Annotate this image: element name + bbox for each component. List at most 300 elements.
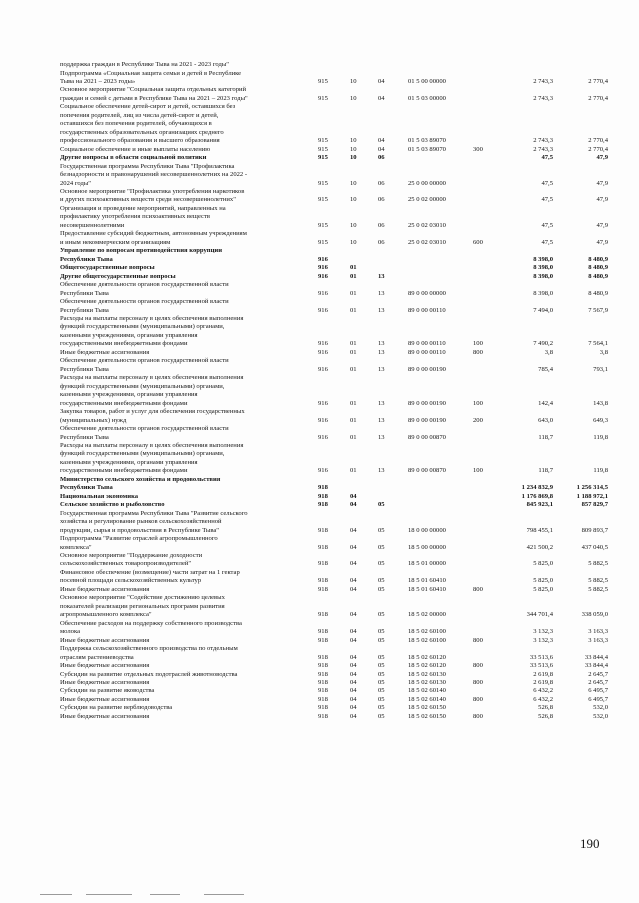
row-name: Организация и проведение мероприятий, направленных на — [60, 204, 226, 212]
cell-grbs: 918 — [318, 501, 328, 509]
row-name: Республики Тыва — [60, 255, 113, 263]
cell-section: 01 — [350, 416, 357, 424]
cell-amount-year2: 8 480,9 — [588, 264, 608, 272]
cell-target-article: 01 5 00 00000 — [408, 77, 446, 85]
row-name: Субсидии на развитие яководства — [60, 687, 155, 695]
row-name: Подпрограмма «Социальная защита семьи и детей в Республике — [60, 69, 242, 77]
row-name: государственными внебюджетными фондами — [60, 467, 188, 475]
cell-section: 01 — [350, 306, 357, 314]
cell-grbs: 915 — [318, 154, 328, 162]
cell-expense-type: 800 — [473, 585, 483, 593]
cell-subsection: 13 — [378, 416, 385, 424]
cell-target-article: 25 0 02 03010 — [408, 238, 446, 246]
row-name: Национальная экономика — [60, 492, 139, 500]
row-name: Расходы на выплаты персоналу в целях обеспечения выполнения — [60, 441, 244, 449]
cell-section: 01 — [350, 289, 357, 297]
cell-amount-year2: 143,8 — [593, 399, 608, 407]
cell-subsection: 06 — [378, 238, 385, 246]
cell-subsection: 05 — [378, 543, 385, 551]
cell-amount-year2: 857 829,7 — [581, 501, 608, 509]
cell-target-article: 25 0 02 03010 — [408, 221, 446, 229]
row-name: Поддержка сельскохозяйственного производства по отдельным — [60, 645, 238, 653]
cell-subsection: 13 — [378, 306, 385, 314]
cell-grbs: 918 — [318, 484, 328, 492]
cell-amount-year2: 2 770,4 — [588, 77, 608, 85]
row-name: посевной площади сельскохозяйственных культур — [60, 577, 202, 585]
cell-grbs: 918 — [318, 653, 328, 661]
row-name: Основное мероприятие "Профилактика употребления наркотиков — [60, 188, 245, 195]
cell-amount-year2: 7 564,1 — [588, 340, 608, 348]
cell-grbs: 916 — [318, 365, 328, 373]
cell-subsection: 05 — [378, 526, 385, 534]
cell-target-article: 89 0 00 00110 — [408, 306, 446, 314]
row-name: Общегосударственные вопросы — [60, 264, 155, 272]
cell-expense-type: 800 — [473, 678, 483, 686]
cell-subsection: 13 — [378, 399, 385, 407]
cell-amount-year1: 5 825,0 — [533, 577, 553, 585]
row-name: и иным некоммерческим организациям — [60, 238, 171, 246]
cell-amount-year1: 3,8 — [544, 348, 553, 356]
row-name: государственных образовательных организациях среднего — [60, 128, 224, 136]
cell-target-article: 18 5 02 60130 — [408, 670, 446, 678]
cell-section: 01 — [350, 340, 357, 348]
cell-grbs: 916 — [318, 467, 328, 475]
cell-amount-year2: 47,9 — [596, 221, 608, 229]
cell-grbs: 918 — [318, 492, 328, 500]
cell-section: 04 — [350, 712, 357, 720]
cell-grbs: 918 — [318, 678, 328, 686]
cell-section: 04 — [350, 670, 357, 678]
cell-expense-type: 100 — [473, 467, 483, 475]
cell-amount-year1: 33 513,6 — [529, 662, 553, 669]
cell-amount-year2: 793,1 — [593, 365, 608, 373]
cell-grbs: 916 — [318, 289, 328, 297]
row-name: функций государственными (муниципальными) органами, — [60, 382, 225, 390]
cell-expense-type: 100 — [473, 340, 483, 348]
cell-grbs: 916 — [318, 340, 328, 348]
cell-target-article: 89 0 00 00110 — [408, 348, 446, 356]
cell-target-article: 18 5 02 60150 — [408, 712, 446, 720]
cell-amount-year1: 344 701,4 — [526, 611, 553, 619]
row-name: граждан и семей с детьми в Республике Тыва на 2021 – 2023 годы" — [60, 94, 248, 102]
cell-target-article: 89 0 00 00190 — [408, 399, 446, 407]
cell-section: 04 — [350, 611, 357, 619]
row-name: Закупка товаров, работ и услуг для обеспечения государственных — [60, 408, 245, 416]
cell-expense-type: 200 — [473, 416, 483, 424]
cell-expense-type: 800 — [473, 662, 483, 669]
cell-section: 01 — [350, 399, 357, 407]
row-name: Республики Тыва — [60, 484, 113, 492]
cell-grbs: 916 — [318, 264, 328, 272]
row-name: Иные бюджетные ассигнования — [60, 662, 150, 669]
cell-amount-year1: 6 432,2 — [533, 687, 553, 695]
cell-section: 01 — [350, 348, 357, 356]
cell-subsection: 05 — [378, 577, 385, 585]
cell-section: 04 — [350, 628, 357, 636]
cell-amount-year1: 5 825,0 — [533, 560, 553, 568]
row-name: Республики Тыва — [60, 289, 109, 297]
cell-subsection: 13 — [378, 289, 385, 297]
cell-amount-year2: 532,0 — [593, 712, 608, 720]
cell-subsection: 13 — [378, 272, 385, 280]
row-name: Другие общегосударственные вопросы — [60, 272, 176, 280]
cell-grbs: 918 — [318, 670, 328, 678]
row-name: Республики Тыва — [60, 306, 109, 314]
row-name: Государственная программа Республики Тыва "Развитие сельского — [60, 509, 248, 517]
row-name: сельскохозяйственных товаропроизводителей" — [60, 560, 192, 568]
row-name: Социальное обеспечение детей-сирот и детей, оставшихся без — [60, 103, 236, 111]
cell-grbs: 918 — [318, 636, 328, 644]
cell-amount-year1: 47,5 — [541, 179, 553, 187]
cell-target-article: 89 0 00 00190 — [408, 416, 446, 424]
cell-grbs: 918 — [318, 662, 328, 669]
row-name: Социальное обеспечение и иные выплаты населению — [60, 145, 211, 153]
cell-subsection: 04 — [378, 94, 385, 102]
cell-amount-year1: 47,5 — [541, 238, 553, 246]
row-name: Обеспечение деятельности органов государственной власти — [60, 425, 229, 432]
cell-amount-year1: 8 398,0 — [533, 255, 553, 263]
cell-grbs: 916 — [318, 399, 328, 407]
cell-grbs: 918 — [318, 704, 328, 712]
cell-target-article: 01 5 03 89070 — [408, 137, 446, 145]
cell-section: 04 — [350, 695, 357, 703]
cell-subsection: 06 — [378, 196, 385, 204]
cell-amount-year1: 2 619,8 — [533, 678, 553, 686]
row-name: оставшихся без попечения родителей, обучающихся в — [60, 120, 212, 128]
cell-amount-year2: 809 893,7 — [581, 526, 608, 534]
row-name: Другие вопросы в области социальной политики — [60, 154, 207, 162]
cell-amount-year2: 2 770,4 — [588, 137, 608, 145]
cell-amount-year1: 1 176 869,8 — [521, 492, 553, 500]
cell-target-article: 89 0 00 00190 — [408, 365, 446, 373]
footer-rule — [150, 894, 180, 895]
cell-amount-year1: 33 513,6 — [529, 653, 553, 661]
cell-section: 04 — [350, 577, 357, 585]
cell-target-article: 18 5 02 60120 — [408, 653, 446, 661]
cell-expense-type: 100 — [473, 399, 483, 407]
cell-amount-year1: 526,8 — [538, 704, 553, 712]
cell-amount-year2: 33 844,4 — [584, 653, 608, 661]
cell-amount-year1: 47,5 — [541, 221, 553, 229]
cell-grbs: 915 — [318, 196, 328, 204]
cell-grbs: 915 — [318, 137, 328, 145]
cell-amount-year2: 1 188 972,1 — [576, 492, 608, 500]
row-name: Основное мероприятие "Социальная защита отдельных категорий — [60, 86, 247, 94]
cell-target-article: 89 0 00 00110 — [408, 340, 446, 348]
cell-amount-year2: 2 645,7 — [588, 678, 608, 686]
cell-amount-year1: 7 490,2 — [533, 340, 553, 348]
row-name: Расходы на выплаты персоналу в целях обеспечения выполнения — [60, 374, 244, 382]
cell-grbs: 918 — [318, 628, 328, 636]
cell-amount-year2: 3 163,3 — [588, 628, 608, 636]
cell-amount-year2: 532,0 — [593, 704, 608, 712]
cell-section: 04 — [350, 560, 357, 568]
cell-amount-year1: 47,5 — [541, 154, 553, 162]
cell-amount-year2: 437 040,5 — [581, 543, 608, 551]
cell-section: 04 — [350, 526, 357, 534]
cell-subsection: 05 — [378, 628, 385, 636]
row-name: Расходы на выплаты персоналу в целях обеспечения выполнения — [60, 314, 244, 322]
cell-subsection: 05 — [378, 501, 385, 509]
row-name: продукции, сырья и продовольствия в Республике Тыва" — [60, 526, 219, 534]
row-name: Сельское хозяйство и рыболовство — [60, 501, 165, 509]
cell-grbs: 915 — [318, 221, 328, 229]
cell-target-article: 89 0 00 00870 — [408, 433, 446, 441]
cell-subsection: 05 — [378, 662, 385, 669]
cell-amount-year2: 119,8 — [593, 467, 608, 475]
cell-grbs: 918 — [318, 687, 328, 695]
cell-subsection: 05 — [378, 712, 385, 720]
row-name: Иные бюджетные ассигнования — [60, 695, 150, 703]
cell-amount-year2: 5 882,5 — [588, 585, 608, 593]
row-name: агропромышленного комплекса" — [60, 611, 152, 619]
cell-amount-year2: 8 480,9 — [588, 289, 608, 297]
cell-target-article: 18 5 02 60130 — [408, 678, 446, 686]
cell-section: 04 — [350, 501, 357, 509]
cell-amount-year1: 47,5 — [541, 196, 553, 204]
row-name: хозяйства и регулирование рынков сельскохозяйственной — [60, 518, 222, 526]
cell-amount-year2: 6 495,7 — [588, 687, 608, 695]
cell-target-article: 18 5 01 60410 — [408, 577, 446, 585]
cell-target-article: 89 0 00 00000 — [408, 289, 446, 297]
cell-amount-year1: 845 923,1 — [526, 501, 553, 509]
cell-subsection: 05 — [378, 585, 385, 593]
cell-amount-year1: 2 743,3 — [533, 145, 553, 153]
footer-rule — [204, 894, 244, 895]
cell-grbs: 915 — [318, 94, 328, 102]
cell-expense-type: 800 — [473, 348, 483, 356]
cell-target-article: 01 5 03 00000 — [408, 94, 446, 102]
cell-amount-year1: 5 825,0 — [533, 585, 553, 593]
cell-grbs: 918 — [318, 543, 328, 551]
cell-subsection: 13 — [378, 467, 385, 475]
cell-subsection: 05 — [378, 704, 385, 712]
row-name: (муниципальных) нужд — [60, 416, 127, 424]
row-name: государственными внебюджетными фондами — [60, 399, 188, 407]
cell-subsection: 13 — [378, 433, 385, 441]
cell-section: 10 — [350, 77, 357, 85]
cell-amount-year1: 7 494,0 — [533, 306, 553, 314]
cell-amount-year2: 5 882,5 — [588, 577, 608, 585]
cell-amount-year1: 8 398,0 — [533, 264, 553, 272]
row-name: комплекса" — [60, 543, 92, 551]
cell-amount-year1: 118,7 — [538, 433, 553, 441]
cell-target-article: 25 0 02 00000 — [408, 196, 446, 204]
cell-amount-year1: 2 619,8 — [533, 670, 553, 678]
row-name: показателей реализации региональных программ развития — [60, 602, 225, 610]
row-name: Обеспечение деятельности органов государственной власти — [60, 298, 229, 305]
cell-subsection: 04 — [378, 77, 385, 85]
cell-section: 04 — [350, 636, 357, 644]
cell-grbs: 916 — [318, 272, 328, 280]
cell-grbs: 918 — [318, 526, 328, 534]
cell-amount-year1: 785,4 — [538, 365, 553, 373]
cell-grbs: 915 — [318, 238, 328, 246]
cell-subsection: 05 — [378, 560, 385, 568]
cell-grbs: 918 — [318, 577, 328, 585]
cell-subsection: 06 — [378, 221, 385, 229]
cell-amount-year2: 5 882,5 — [588, 560, 608, 568]
row-name: Иные бюджетные ассигнования — [60, 585, 150, 593]
cell-amount-year1: 643,0 — [538, 416, 553, 424]
row-name: Обеспечение расходов на поддержку собственного производства — [60, 619, 242, 627]
cell-amount-year1: 3 132,3 — [533, 636, 553, 644]
cell-section: 10 — [350, 196, 357, 204]
cell-subsection: 13 — [378, 365, 385, 373]
cell-section: 10 — [350, 154, 357, 162]
cell-grbs: 916 — [318, 255, 328, 263]
row-name: отраслям растениеводства — [60, 653, 134, 661]
cell-amount-year1: 142,4 — [538, 399, 553, 407]
row-name: поддержка граждан в Республике Тыва на 2021 - 2023 годы" — [60, 61, 229, 68]
cell-amount-year2: 47,9 — [596, 196, 608, 204]
cell-section: 10 — [350, 137, 357, 145]
row-name: профессионального образования и высшего образования — [60, 137, 220, 145]
row-name: Обеспечение деятельности органов государственной власти — [60, 281, 229, 289]
row-name: Государственная программа Республики Тыва "Профилактика — [60, 162, 235, 170]
cell-amount-year2: 6 495,7 — [588, 695, 608, 703]
cell-amount-year1: 6 432,2 — [533, 695, 553, 703]
cell-target-article: 89 0 00 00870 — [408, 467, 446, 475]
cell-grbs: 916 — [318, 433, 328, 441]
footer-rule — [86, 894, 132, 895]
cell-section: 04 — [350, 653, 357, 661]
cell-section: 04 — [350, 662, 357, 669]
cell-grbs: 918 — [318, 560, 328, 568]
row-name: 2024 годы" — [60, 179, 91, 187]
cell-grbs: 918 — [318, 611, 328, 619]
row-name: Иные бюджетные ассигнования — [60, 636, 150, 644]
cell-section: 10 — [350, 179, 357, 187]
cell-subsection: 04 — [378, 137, 385, 145]
row-name: казенными учреждениями, органами управления — [60, 458, 198, 466]
cell-amount-year2: 338 059,0 — [581, 611, 608, 619]
cell-subsection: 05 — [378, 687, 385, 695]
cell-amount-year1: 118,7 — [538, 467, 553, 475]
row-name: Республики Тыва — [60, 433, 109, 441]
cell-grbs: 916 — [318, 306, 328, 314]
cell-expense-type: 800 — [473, 695, 483, 703]
cell-expense-type: 600 — [473, 238, 483, 246]
cell-subsection: 13 — [378, 340, 385, 348]
cell-subsection: 05 — [378, 695, 385, 703]
cell-amount-year2: 1 256 314,5 — [576, 484, 608, 492]
cell-amount-year2: 47,9 — [596, 238, 608, 246]
cell-section: 04 — [350, 687, 357, 695]
cell-grbs: 915 — [318, 179, 328, 187]
cell-amount-year2: 2 770,4 — [588, 145, 608, 153]
cell-grbs: 915 — [318, 145, 328, 153]
cell-amount-year1: 8 398,0 — [533, 289, 553, 297]
cell-target-article: 18 5 02 60100 — [408, 636, 446, 644]
row-name: Основное мероприятие "Поддержание доходности — [60, 552, 203, 559]
row-name: Финансовое обеспечение (возмещение) части затрат на 1 гектар — [60, 568, 240, 576]
cell-section: 04 — [350, 704, 357, 712]
row-name: функций государственными (муниципальными) органами, — [60, 323, 225, 331]
cell-section: 04 — [350, 492, 357, 500]
cell-target-article: 18 5 02 60120 — [408, 662, 446, 669]
cell-target-article: 01 5 03 89070 — [408, 145, 446, 153]
cell-grbs: 918 — [318, 585, 328, 593]
cell-amount-year2: 33 844,4 — [584, 662, 608, 669]
cell-subsection: 06 — [378, 179, 385, 187]
cell-amount-year2: 8 480,9 — [588, 272, 608, 280]
row-name: несовершеннолетними — [60, 221, 125, 229]
cell-subsection: 05 — [378, 678, 385, 686]
cell-section: 01 — [350, 365, 357, 373]
cell-section: 10 — [350, 94, 357, 102]
cell-target-article: 18 5 00 00000 — [408, 543, 446, 551]
row-name: Обеспечение деятельности органов государственной власти — [60, 357, 229, 365]
cell-expense-type: 800 — [473, 636, 483, 644]
cell-section: 10 — [350, 145, 357, 153]
row-name: государственными внебюджетными фондами — [60, 340, 188, 348]
cell-amount-year2: 3,8 — [599, 348, 608, 356]
cell-expense-type: 300 — [473, 145, 483, 153]
cell-subsection: 05 — [378, 611, 385, 619]
row-name: попечения родителей, лиц из числа детей-сирот и детей, — [60, 111, 219, 119]
cell-amount-year2: 2 645,7 — [588, 670, 608, 678]
cell-subsection: 13 — [378, 348, 385, 356]
cell-amount-year1: 798 455,1 — [526, 526, 553, 534]
cell-grbs: 915 — [318, 77, 328, 85]
row-name: безнадзорности и правонарушений несовершеннолетних на 2022 - — [60, 171, 248, 178]
row-name: Иные бюджетные ассигнования — [60, 678, 150, 686]
row-name: профилактику употребления психоактивных веществ — [60, 213, 210, 221]
cell-grbs: 916 — [318, 348, 328, 356]
cell-section: 04 — [350, 678, 357, 686]
cell-target-article: 18 5 02 60140 — [408, 695, 446, 703]
cell-section: 01 — [350, 433, 357, 441]
row-name: Основное мероприятие "Содействие достижению целевых — [60, 594, 225, 602]
cell-amount-year2: 3 163,3 — [588, 636, 608, 644]
cell-target-article: 18 5 02 60140 — [408, 687, 446, 695]
row-name: Тыва на 2021 – 2023 годы» — [60, 77, 136, 85]
cell-amount-year2: 7 567,9 — [588, 306, 608, 314]
cell-amount-year2: 47,9 — [596, 154, 608, 162]
row-name: молока — [60, 628, 81, 636]
row-name: Иные бюджетные ассигнования — [60, 348, 150, 356]
cell-amount-year1: 2 743,3 — [533, 94, 553, 102]
row-name: Управление по вопросам противодействия коррупции — [60, 247, 222, 255]
row-name: Подпрограмма "Развитие отраслей агропромышленного — [60, 535, 218, 542]
cell-target-article: 18 5 01 60410 — [408, 585, 446, 593]
cell-amount-year1: 8 398,0 — [533, 272, 553, 280]
cell-target-article: 18 5 02 60100 — [408, 628, 446, 636]
row-name: Иные бюджетные ассигнования — [60, 712, 150, 720]
cell-subsection: 06 — [378, 154, 385, 162]
cell-subsection: 05 — [378, 670, 385, 678]
row-name: и других психоактивных веществ среди несовершеннолетних" — [60, 196, 236, 204]
cell-section: 04 — [350, 543, 357, 551]
cell-amount-year2: 8 480,9 — [588, 255, 608, 263]
cell-target-article: 18 5 01 00000 — [408, 560, 446, 568]
cell-section: 10 — [350, 238, 357, 246]
cell-target-article: 18 0 00 00000 — [408, 526, 446, 534]
cell-target-article: 18 5 02 00000 — [408, 611, 446, 619]
cell-section: 01 — [350, 272, 357, 280]
cell-section: 01 — [350, 467, 357, 475]
cell-expense-type: 800 — [473, 712, 483, 720]
cell-section: 01 — [350, 264, 357, 272]
cell-subsection: 05 — [378, 636, 385, 644]
cell-amount-year1: 1 234 832,9 — [521, 484, 553, 492]
cell-amount-year2: 47,9 — [596, 179, 608, 187]
footer-rule — [40, 894, 72, 895]
cell-amount-year2: 119,8 — [593, 433, 608, 441]
cell-amount-year1: 3 132,3 — [533, 628, 553, 636]
cell-section: 10 — [350, 221, 357, 229]
